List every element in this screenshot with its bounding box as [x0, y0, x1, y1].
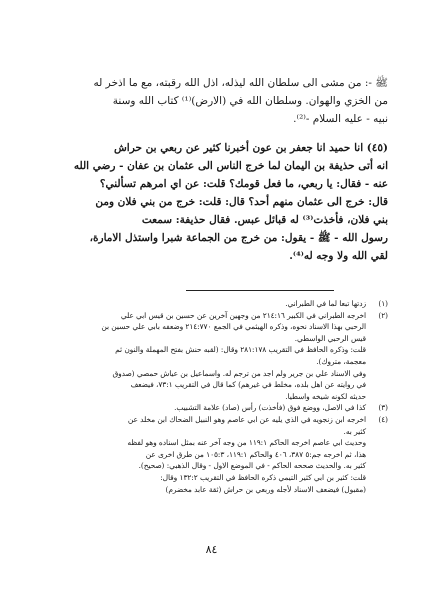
footnote-line: [44, 310, 388, 322]
footnote-text: زدتها تبعا لما في الطبراني.: [285, 299, 366, 308]
paragraph-gap: [44, 128, 388, 139]
footnote-line: [44, 356, 388, 368]
footnote-line: [44, 437, 388, 449]
footnote-separator: [186, 290, 334, 291]
footnote-line: [44, 460, 388, 472]
page-number: ٨٤: [205, 543, 218, 556]
footnote-text: معجمة، متروك).: [316, 356, 366, 366]
footnote-line: [44, 402, 388, 414]
footnote-text: حديثه لكونه شيخه واسطيا.: [285, 391, 366, 401]
footnote-number: (٢): [378, 310, 388, 320]
footnote-line: [44, 379, 388, 391]
footnote-text: اخرجه الطبراني في الكبير ٢١٤:١٦ من وجهين آخرين عن حسين بن قيس ابي علي: [120, 310, 366, 320]
text-line: عنه - فقال: يا ربعي، ما فعل قومك؟ قلت: عن اي امرهم تسألني؟: [99, 178, 388, 190]
footnote-text: في روايته عن اهل بلده، مخلط في غيرهم) كما قال في التقريب ٧٣:١، فيضعف: [130, 380, 366, 390]
text-line: بني فلان، فأخذت⁽³⁾ له قبائل عبس. فقال حذيفة: سمعت: [141, 214, 388, 226]
footnote-text: هذا، ثم اخرجه جم:٥ ٣٨٧، ٤٠٦ والحاكم ١١٩:١، ١٠٥:٣ من طرق اخرى عن: [145, 449, 366, 459]
footnote-text: كثير به.: [343, 426, 366, 436]
footnote-line: [44, 344, 388, 356]
text-line: من الخزي والهوان. وسلطان الله في (الارض)⁽¹⁾ كتاب الله وسنة: [112, 95, 388, 107]
main-text: [44, 74, 388, 265]
footnote-text: قيس الرحبي الواسطي.: [294, 333, 366, 343]
footnote-text: وحديث ابي عاصم اخرجه الحاكم ١١٩:١ من وجه آخر عنه بمثل اسناده وهو لفظه: [127, 438, 366, 448]
footnote-text: كذا في الاصل، ووضع فوق (فأخذت) رأس (صاد) علامة التشبيب.: [174, 403, 366, 413]
footnote-line: [44, 391, 388, 403]
footnote-text: (مقبول) فيضعف الاسناد لأجله وربعي بن حراش (ثقة عابد مخضرم): [165, 484, 366, 494]
footnote-line: [44, 484, 388, 496]
footnote-line: [44, 321, 388, 333]
footnotes: [44, 298, 388, 495]
footnote-line: [44, 449, 388, 461]
footnote-text: قلت: كثير بن ابي كثير التيمي ذكره الحافظ في التقريب ١٣٢:٢ وقال:: [160, 472, 366, 482]
footnote-number: (٣): [378, 403, 388, 413]
footnote-line: [44, 426, 388, 438]
footnote-number: (٤): [378, 414, 388, 424]
footnote-text: اخرجه ابن زنجويه في الذي يليه عن ابي عاصم وهو النبيل الضحاك ابن مخلد عن: [127, 414, 366, 424]
paragraph-1: [44, 74, 388, 128]
footnote-text: كثير به. والحديث صححه الحاكم - في الموضع الاول - وقال الذهبي: (صحيح).: [138, 461, 366, 471]
text-line: لقي الله ولا وجه له⁽⁴⁾.: [289, 250, 388, 262]
footnote-text: قلت: وذكره الحافظ في التقريب ٢٨١:١٧٨ وقال: (لقبه حنش بفتح المهملة والنون ثم: [115, 345, 366, 355]
text-line: رسول الله - ﷺ - يقول: من خرج من الجماعة شبرا واستذل الامارة،: [89, 232, 388, 244]
paragraph-2: [44, 139, 388, 265]
footnote-line: [44, 333, 388, 345]
text-line: نبيه - عليه السلام -⁽²⁾.: [293, 113, 388, 125]
footnote-line: [44, 472, 388, 484]
text-line: (٤٥) انا حميد انا جعفر بن عون أخبرنا كثير عن ربعي بن حراش: [113, 142, 388, 154]
text-line: انه أتى حذيفة بن اليمان لما خرج الناس الى عثمان بن عفان - رضي الله: [73, 160, 388, 172]
footnote-line: [44, 298, 388, 310]
text-line: قال: خرج الى عثمان منهم أحد؟ قال: قلت: خرج من بني فلان ومن: [95, 196, 388, 208]
footnote-text: وفي الاسناد علي بن جرير ولم اجد من ترجم له. واسماعيل بن عياش حمصي (صدوق: [112, 368, 366, 378]
footnote-text: الرحبي بهذا الاسناد نحوه، وذكره الهيثمي في الجمع ٢١٤:٧٧٠ وضعفه بابي علي حسين بن: [101, 322, 366, 332]
footnote-number: (١): [378, 299, 388, 308]
text-line: ﷺ -: من مشى الى سلطان الله ليذله، اذل الله رقبته، مع ما اذخر له: [93, 77, 388, 89]
footnote-line: [44, 414, 388, 426]
footnote-line: [44, 368, 388, 380]
